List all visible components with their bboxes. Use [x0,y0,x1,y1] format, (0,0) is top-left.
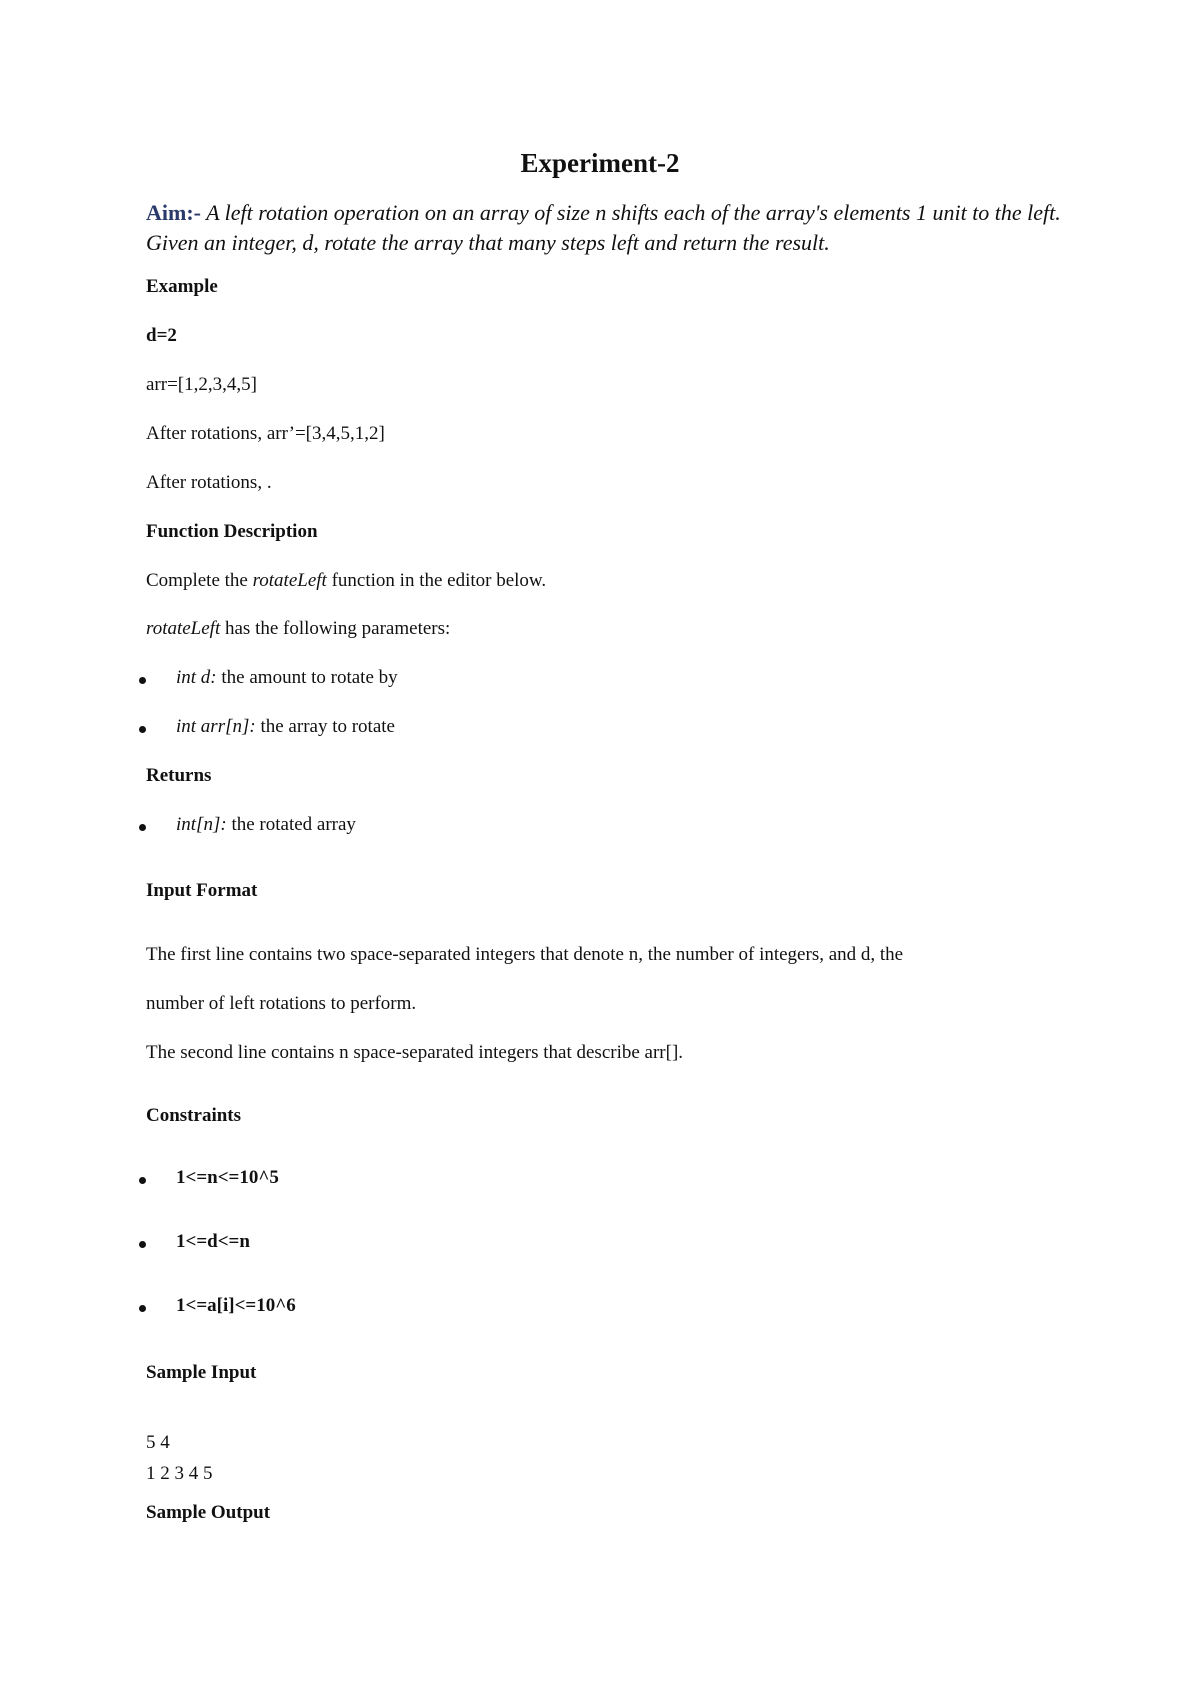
function-description-heading: Function Description [146,521,318,542]
param-item: int arr[n]: the array to rotate [176,716,395,737]
page-title: Experiment-2 [520,148,680,178]
bullet-icon [139,677,146,684]
bullet-icon [139,1241,146,1248]
example-heading: Example [146,276,218,297]
bullet-icon [139,1177,146,1184]
function-description-line-1: Complete the rotateLeft function in the editor below. [146,570,547,591]
bullet-icon [139,1305,146,1312]
bullet-icon [139,824,146,831]
example-d-line: d=2 [146,325,177,346]
sample-input-line: 1 2 3 4 5 [146,1463,213,1484]
returns-item: int[n]: the rotated array [176,814,356,835]
example-after-line-2: After rotations, . [146,472,272,493]
param-item: int d: the amount to rotate by [176,667,398,688]
input-format-line-3: The second line contains n space-separated integers that describe arr[]. [146,1042,684,1063]
aim-paragraph [146,198,1076,258]
aim-label: Aim:- [146,200,201,225]
bullet-icon [139,726,146,733]
constraint-item: 1<=a[i]<=10^6 [176,1295,296,1316]
sample-output-heading: Sample Output [146,1502,271,1523]
aim-text: A left rotation operation on an array of size n shifts each of the array's elements 1 unit to the left. Given an integer, d, rotate the array that many steps left and return the result. [146,200,1061,255]
example-arr-line: arr=[1,2,3,4,5] [146,374,257,395]
constraints-heading: Constraints [146,1105,242,1126]
sample-input-heading: Sample Input [146,1362,257,1383]
constraint-item: 1<=n<=10^5 [176,1167,279,1188]
returns-heading: Returns [146,765,212,786]
sample-input-line: 5 4 [146,1432,170,1453]
example-after-line: After rotations, arr’=[3,4,5,1,2] [146,423,385,444]
function-description-line-2: rotateLeft has the following parameters: [146,618,451,639]
input-format-line-1: The first line contains two space-separated integers that denote n, the number of integers, and d, the [146,944,904,965]
constraint-item: 1<=d<=n [176,1231,250,1252]
input-format-heading: Input Format [146,880,258,901]
input-format-line-2: number of left rotations to perform. [146,993,417,1014]
